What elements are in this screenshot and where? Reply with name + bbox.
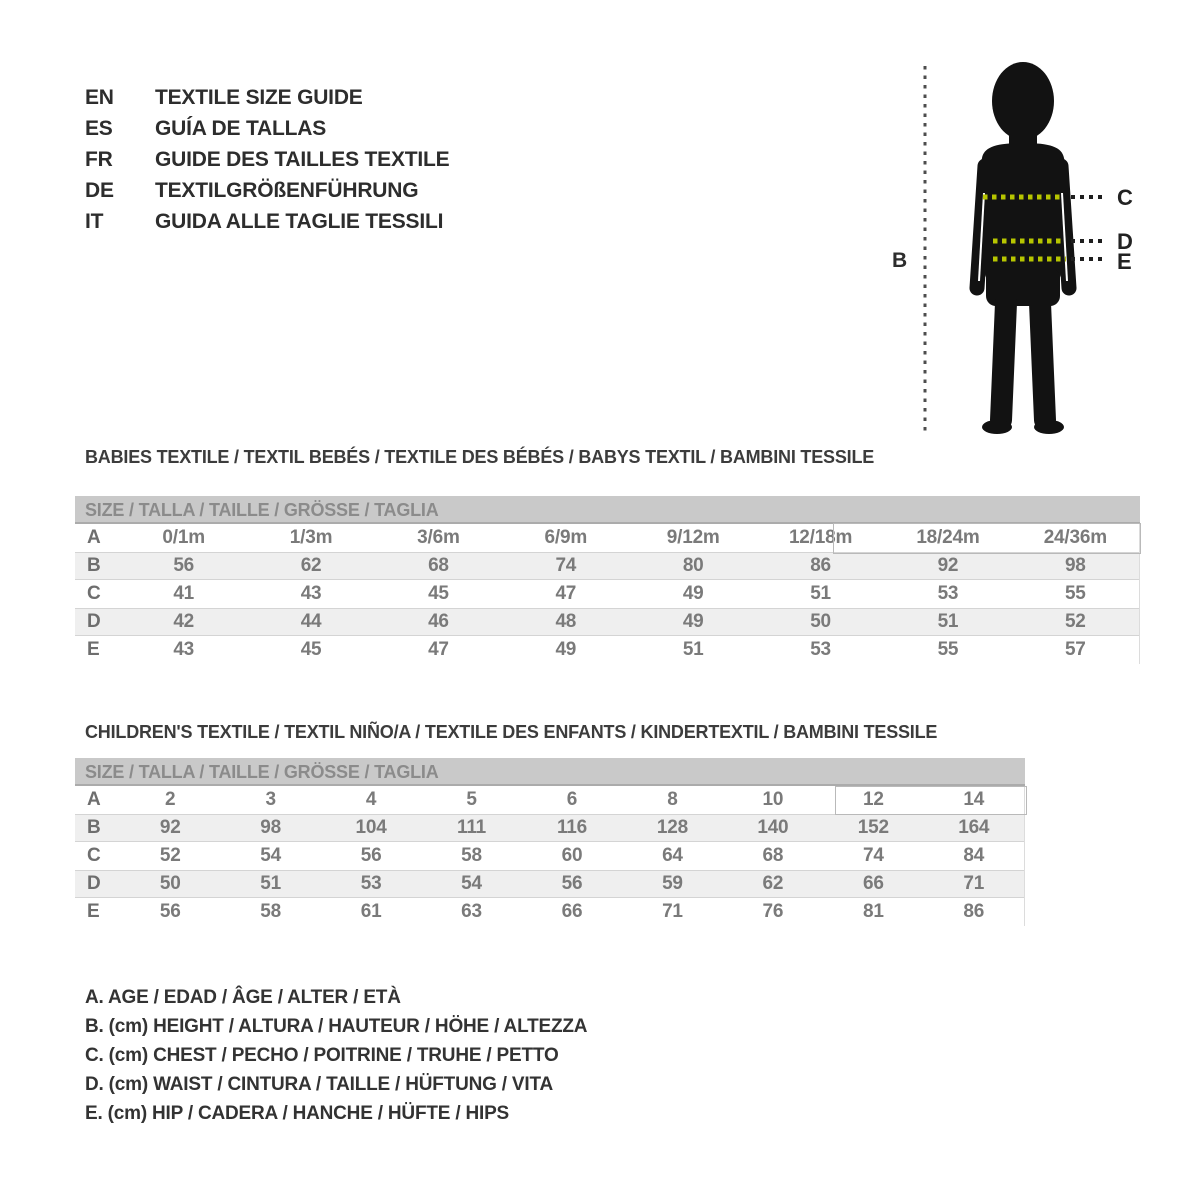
chest-label: C bbox=[1117, 185, 1133, 210]
size-value-cell: 49 bbox=[682, 583, 704, 604]
size-value-cell: 49 bbox=[682, 611, 704, 632]
table-row-C bbox=[75, 580, 1139, 608]
height-label: B bbox=[892, 249, 908, 272]
size-value-cell: 3 bbox=[265, 789, 276, 810]
table-row-B bbox=[75, 814, 1024, 842]
size-value-cell: 2 bbox=[165, 789, 176, 810]
size-value-cell: 86 bbox=[963, 901, 985, 922]
table-row-B bbox=[75, 552, 1139, 580]
size-value-cell: 66 bbox=[862, 873, 884, 894]
row-letter-label: E bbox=[87, 639, 100, 660]
size-value-cell: 56 bbox=[360, 845, 382, 866]
lang-title: GUIDA ALLE TAGLIE TESSILI bbox=[155, 209, 444, 233]
lang-title: GUÍA DE TALLAS bbox=[155, 116, 327, 140]
size-value-cell: 54 bbox=[260, 845, 282, 866]
size-value-cell: 66 bbox=[561, 901, 583, 922]
table-row-E bbox=[75, 898, 1024, 926]
table-row-D bbox=[75, 870, 1024, 898]
size-value-cell: 12 bbox=[862, 789, 884, 810]
size-value-cell: 52 bbox=[1064, 611, 1086, 632]
size-value-cell: 47 bbox=[555, 583, 577, 604]
row-letter-label: D bbox=[87, 611, 101, 632]
children-section-title: CHILDREN'S TEXTILE / TEXTIL NIÑO/A / TEXTILE DES ENFANTS / KINDERTEXTIL / BAMBINI TESSILE bbox=[85, 722, 938, 742]
legend-chest: C. (cm) CHEST / PECHO / POITRINE / TRUHE / PETTO bbox=[85, 1045, 559, 1066]
silhouette-left-leg bbox=[1001, 303, 1006, 420]
children-table-header: SIZE / TALLA / TAILLE / GRÖSSE / TAGLIA bbox=[75, 758, 1025, 786]
size-value-cell: 52 bbox=[159, 845, 181, 866]
size-value-cell: 76 bbox=[762, 901, 784, 922]
size-value-cell: 98 bbox=[260, 817, 282, 838]
size-value-cell: 62 bbox=[762, 873, 784, 894]
size-value-cell: 92 bbox=[937, 555, 959, 576]
size-value-cell: 53 bbox=[937, 583, 959, 604]
size-value-cell: 51 bbox=[810, 583, 831, 604]
size-value-cell: 42 bbox=[173, 611, 195, 632]
lang-row-en bbox=[85, 82, 449, 113]
size-value-cell: 18/24m bbox=[916, 527, 980, 548]
size-value-cell: 57 bbox=[1064, 639, 1086, 660]
lang-row-it bbox=[85, 206, 449, 237]
measurement-figure bbox=[880, 50, 1160, 440]
row-letter-label: A bbox=[87, 789, 101, 810]
row-letter-label: C bbox=[87, 845, 101, 866]
size-value-cell: 53 bbox=[360, 873, 382, 894]
silhouette-left-foot bbox=[982, 420, 1012, 434]
size-value-cell: 24/36m bbox=[1043, 527, 1107, 548]
size-value-cell: 14 bbox=[963, 789, 985, 810]
size-value-cell: 68 bbox=[428, 555, 449, 576]
lang-code: EN bbox=[85, 85, 114, 109]
size-value-cell: 43 bbox=[300, 583, 322, 604]
size-value-cell: 68 bbox=[762, 845, 784, 866]
size-value-cell: 80 bbox=[682, 555, 704, 576]
language-title-list bbox=[85, 82, 449, 237]
lang-title: TEXTILE SIZE GUIDE bbox=[155, 85, 363, 109]
babies-size-highlight-box bbox=[833, 523, 1141, 554]
row-letter-label: B bbox=[87, 555, 101, 576]
size-value-cell: 45 bbox=[300, 639, 322, 660]
size-value-cell: 98 bbox=[1064, 555, 1086, 576]
size-value-cell: 84 bbox=[963, 845, 985, 866]
size-value-cell: 10 bbox=[762, 789, 784, 810]
size-value-cell: 55 bbox=[1064, 583, 1086, 604]
size-value-cell: 55 bbox=[937, 639, 959, 660]
waist-label: D bbox=[1117, 229, 1133, 254]
row-letter-label: A bbox=[87, 527, 101, 548]
size-value-cell: 44 bbox=[300, 611, 322, 632]
measurement-legend bbox=[85, 983, 587, 1128]
row-letter-label: B bbox=[87, 817, 101, 838]
size-value-cell: 58 bbox=[461, 845, 482, 866]
silhouette-head bbox=[992, 62, 1054, 140]
size-value-cell: 60 bbox=[561, 845, 583, 866]
size-value-cell: 116 bbox=[556, 817, 588, 838]
size-value-cell: 56 bbox=[561, 873, 583, 894]
size-value-cell: 46 bbox=[428, 611, 449, 632]
size-value-cell: 164 bbox=[958, 817, 990, 838]
row-letter-label: E bbox=[87, 901, 100, 922]
size-value-cell: 51 bbox=[260, 873, 282, 894]
size-value-cell: 47 bbox=[428, 639, 449, 660]
children-size-highlight-box bbox=[835, 786, 1027, 815]
size-value-cell: 56 bbox=[173, 555, 195, 576]
size-value-cell: 3/6m bbox=[417, 527, 460, 548]
size-value-cell: 9/12m bbox=[666, 527, 720, 548]
legend-hip: E. (cm) HIP / CADERA / HANCHE / HÜFTE / HIPS bbox=[85, 1103, 510, 1124]
size-value-cell: 86 bbox=[810, 555, 831, 576]
size-value-cell: 62 bbox=[300, 555, 322, 576]
silhouette-right-arm bbox=[1061, 166, 1069, 288]
size-value-cell: 5 bbox=[466, 789, 477, 810]
lang-code: FR bbox=[85, 147, 113, 171]
table-row-E bbox=[75, 636, 1139, 664]
lang-code: IT bbox=[85, 209, 104, 233]
lang-title: TEXTILGRÖßENFÜHRUNG bbox=[155, 178, 419, 202]
babies-table-header: SIZE / TALLA / TAILLE / GRÖSSE / TAGLIA bbox=[75, 496, 1140, 524]
size-value-cell: 61 bbox=[360, 901, 382, 922]
size-value-cell: 104 bbox=[355, 817, 387, 838]
size-value-cell: 50 bbox=[159, 873, 181, 894]
size-value-cell: 6/9m bbox=[544, 527, 588, 548]
babies-size-table bbox=[75, 496, 1140, 664]
lang-code: ES bbox=[85, 116, 113, 140]
size-value-cell: 50 bbox=[810, 611, 831, 632]
lang-code: DE bbox=[85, 178, 114, 202]
row-letter-label: D bbox=[87, 873, 101, 894]
lang-row-fr bbox=[85, 144, 449, 175]
size-value-cell: 54 bbox=[461, 873, 482, 894]
size-value-cell: 12/18m bbox=[788, 527, 853, 548]
size-value-cell: 92 bbox=[159, 817, 181, 838]
legend-height: B. (cm) HEIGHT / ALTURA / HAUTEUR / HÖHE / ALTEZZA bbox=[85, 1016, 588, 1037]
silhouette-left-arm bbox=[977, 166, 985, 288]
size-value-cell: 111 bbox=[457, 817, 487, 838]
legend-age: A. AGE / EDAD / ÂGE / ALTER / ETÀ bbox=[85, 987, 401, 1008]
size-value-cell: 53 bbox=[810, 639, 831, 660]
silhouette-right-leg bbox=[1040, 303, 1045, 420]
table-row-C bbox=[75, 842, 1024, 870]
children-size-table bbox=[75, 758, 1025, 926]
size-value-cell: 6 bbox=[566, 789, 578, 810]
lang-title: GUIDE DES TAILLES TEXTILE bbox=[155, 147, 450, 171]
size-value-cell: 81 bbox=[862, 901, 884, 922]
size-value-cell: 49 bbox=[555, 639, 577, 660]
size-value-cell: 56 bbox=[159, 901, 181, 922]
silhouette-right-foot bbox=[1034, 420, 1064, 434]
row-letter-label: C bbox=[87, 583, 101, 604]
size-value-cell: 152 bbox=[857, 817, 889, 838]
size-value-cell: 71 bbox=[662, 901, 683, 922]
size-value-cell: 0/1m bbox=[162, 527, 205, 548]
size-value-cell: 41 bbox=[173, 583, 195, 604]
size-value-cell: 63 bbox=[461, 901, 482, 922]
size-value-cell: 43 bbox=[173, 639, 195, 660]
silhouette-torso bbox=[981, 143, 1065, 285]
lang-row-es bbox=[85, 113, 449, 144]
size-value-cell: 51 bbox=[937, 611, 959, 632]
size-value-cell: 64 bbox=[662, 845, 683, 866]
size-value-cell: 48 bbox=[555, 611, 577, 632]
size-value-cell: 1/3m bbox=[289, 527, 333, 548]
size-value-cell: 8 bbox=[667, 789, 678, 810]
child-silhouette bbox=[977, 62, 1069, 434]
size-value-cell: 58 bbox=[260, 901, 282, 922]
size-value-cell: 59 bbox=[662, 873, 683, 894]
size-value-cell: 71 bbox=[963, 873, 985, 894]
size-value-cell: 140 bbox=[757, 817, 789, 838]
size-value-cell: 51 bbox=[682, 639, 704, 660]
table-row-D bbox=[75, 608, 1139, 636]
lang-row-de bbox=[85, 175, 449, 206]
babies-section-title: BABIES TEXTILE / TEXTIL BEBÉS / TEXTILE DES BÉBÉS / BABYS TEXTIL / BAMBINI TESSILE bbox=[85, 447, 875, 467]
size-value-cell: 4 bbox=[365, 789, 377, 810]
size-value-cell: 45 bbox=[428, 583, 449, 604]
size-value-cell: 128 bbox=[656, 817, 688, 838]
size-value-cell: 74 bbox=[862, 845, 884, 866]
hip-label: E bbox=[1117, 249, 1132, 274]
legend-waist: D. (cm) WAIST / CINTURA / TAILLE / HÜFTUNG / VITA bbox=[85, 1074, 553, 1095]
size-value-cell: 74 bbox=[555, 555, 577, 576]
